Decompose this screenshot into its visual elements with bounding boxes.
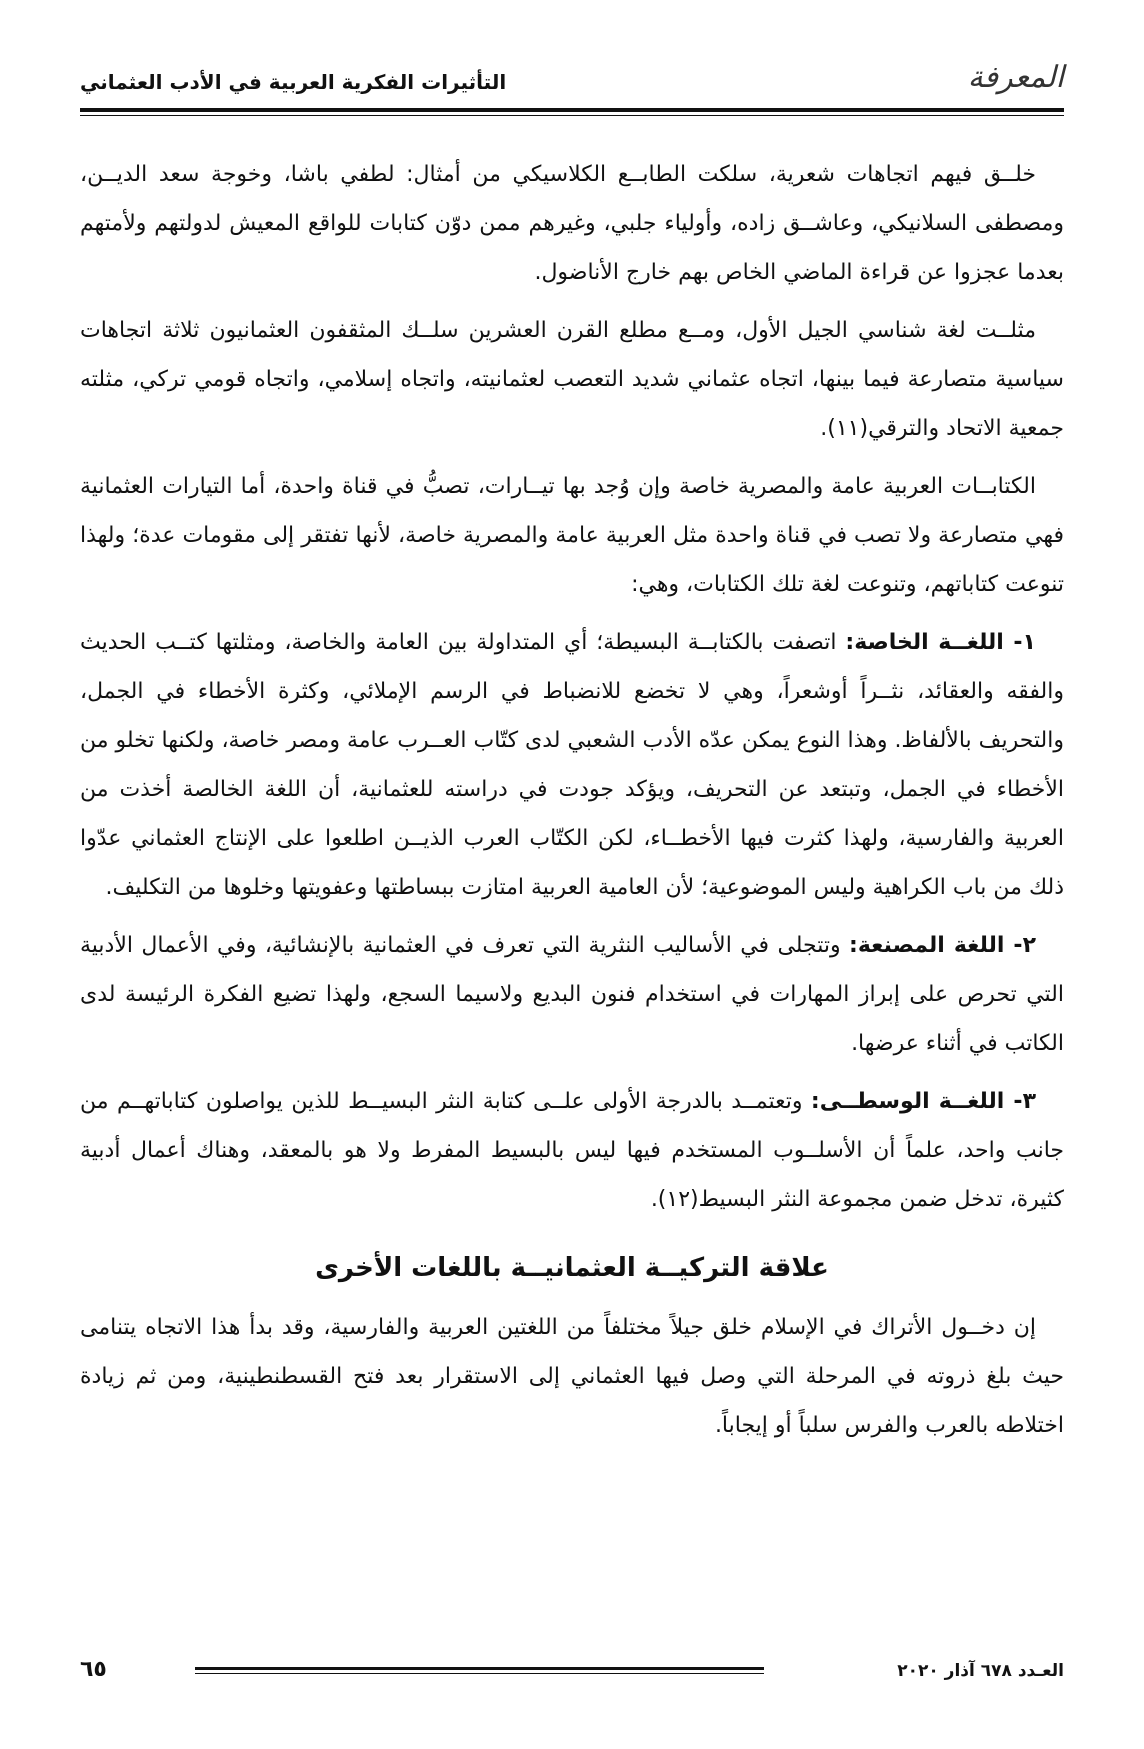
article-body: [80, 150, 1064, 1459]
page-header: [80, 60, 1064, 110]
numbered-item: [80, 618, 1064, 912]
running-title: التأثيرات الفكرية العربية في الأدب العثماني: [80, 70, 507, 94]
paragraph: الكتابــات العربية عامة والمصرية خاصة وإن وُجد بها تيــارات، تصبُّ في قناة واحدة، أما التيارات العثمانية فهي متصارعة ولا تصب في قناة واحدة مثل العربية عامة والمصرية خاصة، لأنها تفتقر إلى مقومات عدة؛ ولهذا تنوعت كتاباتهم، وتنوعت لغة تلك الكتابات، وهي:: [80, 474, 1064, 597]
item-label: ٢- اللغة المصنعة:: [849, 933, 1036, 958]
header-rule-thin: [80, 115, 1064, 116]
footer-rule: [195, 1667, 764, 1670]
issue-info: العـدد ٦٧٨ آذار ٢٠٢٠: [897, 1661, 1064, 1681]
item-text: وتتجلى في الأساليب النثرية التي تعرف في العثمانية بالإنشائية، وفي الأعمال الأدبية التي تحرص على إبراز المهارات في استخدام فنون البديع ولاسيما السجع، ولهذا تضيع الفكرة الرئيسة لدى الكاتب في أثناء عرضها.: [80, 933, 1064, 1056]
item-label: ١- اللغــة الخاصة:: [845, 630, 1036, 655]
section-heading: علاقة التركيــة العثمانيــة باللغات الأخرى: [315, 1253, 829, 1283]
numbered-item: [80, 1077, 1064, 1224]
paragraph: خلــق فيهم اتجاهات شعرية، سلكت الطابــع الكلاسيكي من أمثال: لطفي باشا، وخوجة سعد الديــن، ومصطفى السلانيكي، وعاشــق زاده، وأولياء جلبي، وغيرهم ممن دوّن كتابات للواقع المعيش لدولتهم ولأمتهم بعدما عجزوا عن قراءة الماضي الخاص بهم خارج الأناضول.: [80, 162, 1064, 285]
item-label: ٣- اللغــة الوسطــى:: [810, 1089, 1036, 1114]
page-footer: [80, 1655, 1064, 1695]
paragraph: إن دخــول الأتراك في الإسلام خلق جيلاً مختلفاً من اللغتين العربية والفارسية، وقد بدأ هذا الاتجاه يتنامى حيث بلغ ذروته في المرحلة التي وصل فيها العثماني إلى الاستقرار بعد فتح القسطنطينية، ومن ثم زيادة اختلاطه بالعرب والفرس سلباً أو إيجاباً.: [80, 1315, 1064, 1438]
magazine-logo: المعرفة: [967, 60, 1064, 95]
footer-rule-thin: [195, 1673, 764, 1674]
paragraph: مثلــت لغة شناسي الجيل الأول، ومــع مطلع القرن العشرين سلــك المثقفون العثمانيون ثلاثة اتجاهات سياسية متصارعة فيما بينها، اتجاه عثماني شديد التعصب لعثمانيته، واتجاه إسلامي، واتجاه قومي تركي، مثلته جمعية الاتحاد والترقي(١١).: [80, 318, 1064, 441]
item-text: وتعتمــد بالدرجة الأولى علــى كتابة النثر البسيــط للذين يواصلون كتاباتهــم من جانب واحد، علماً أن الأسلــوب المستخدم فيها ليس بالبسيط المفرط ولا هو بالمعقد، وهناك أعمال أدبية كثيرة، تدخل ضمن مجموعة النثر البسيط(١٢).: [80, 1089, 1064, 1212]
page-number: ٦٥: [80, 1657, 107, 1682]
numbered-item: [80, 921, 1064, 1068]
header-rule: [80, 108, 1064, 112]
item-text: اتصفت بالكتابــة البسيطة؛ أي المتداولة بين العامة والخاصة، ومثلتها كتــب الحديث والفقه والعقائد، نثــراً أوشعراً، وهي لا تخضع للانضباط في الرسم الإملائي، وكثرة الأخطاء في الجمل، والتحريف بالألفاظ. وهذا النوع يمكن عدّه الأدب الشعبي لدى كتّاب العــرب عامة ومصر خاصة، ولكنها تخلو من الأخطاء في الجمل، وتبتعد عن التحريف، ويؤكد جودت في دراسته للعثمانية، أن اللغة الخالصة أخذت من العربية والفارسية، ولهذا كثرت فيها الأخطــاء، لكن الكتّاب العرب الذيــن اطلعوا على الإنتاج العثماني عدّوا ذلك من باب الكراهية وليس الموضوعية؛ لأن العامية العربية امتازت ببساطتها وعفويتها وخلوها من التكليف.: [80, 630, 1064, 900]
